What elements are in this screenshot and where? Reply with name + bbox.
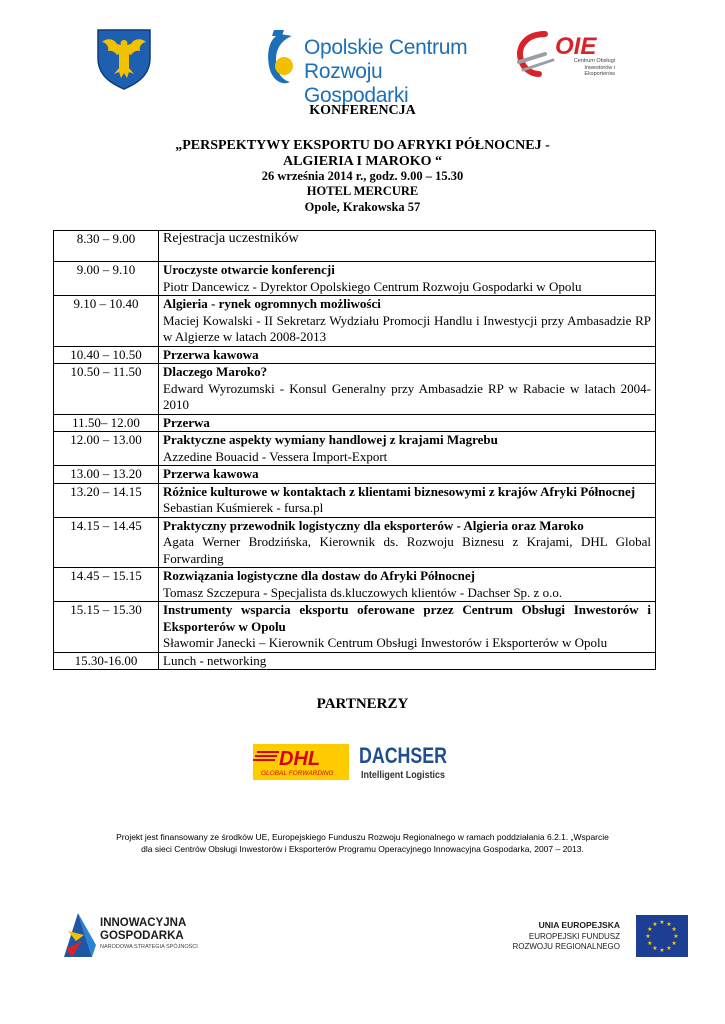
coie-sub-line2: Inwestorów i Eksporterów [584, 64, 615, 77]
conference-date: 26 września 2014 r., godz. 9.00 – 15.30 [261, 169, 464, 183]
funding-note-line1: Projekt jest finansowany ze środków UE, Europejskiego Funduszu Rozwoju Regionalnego w ramach poddziałania 6.2.1. „Wsparcie [116, 832, 609, 842]
agenda-time: 14.45 – 15.15 [54, 568, 159, 602]
agenda-item-speaker: Edward Wyrozumski - Konsul Generalny przy Ambasadzie RP w Rabacie w latach 2004-2010 [163, 380, 651, 412]
eu-star-icon: ★ [671, 940, 677, 947]
dachser-logo-subtext: Intelligent Logistics [361, 769, 446, 781]
ig-logo-line2: GOSPODARKA [100, 930, 184, 942]
funding-note-line2: dla sieci Centrów Obsługi Inwestorów i Eksporterów Programu Operacyjnego Innowacyjna Gospodarka, 2007 – 2013. [141, 844, 584, 854]
agenda-item-title: Różnice kulturowe w kontaktach z klientami biznesowymi z krajów Afryki Północnej [163, 483, 636, 499]
eu-star-icon: ★ [647, 940, 653, 947]
conference-title-line1: „PERSPEKTYWY EKSPORTU DO AFRYKI PÓŁNOCNEJ - [175, 138, 550, 153]
agenda-time: 13.00 – 13.20 [54, 466, 159, 484]
agenda-time: 14.15 – 14.45 [54, 517, 159, 568]
agenda-row [54, 466, 656, 484]
dachser-logo [359, 741, 449, 783]
eu-logo [508, 913, 690, 961]
agenda-item-text: Rejestracja uczestników [159, 231, 656, 262]
agenda-row [54, 414, 656, 432]
ig-logo-line1: INNOWACYJNA [100, 917, 187, 929]
ig-logo-line3: NARODOWA STRATEGIA SPÓJNOŚCI [100, 944, 198, 950]
agenda-row [54, 231, 656, 262]
agenda-item-speaker: Sebastian Kuśmierek - fursa.pl [163, 500, 324, 515]
ue-logo-line1: UNIA EUROPEJSKA [538, 920, 620, 930]
dhl-logo-text: DHL [279, 748, 321, 770]
conference-label: KONFERENCJA [309, 103, 416, 118]
agenda-item-title: Praktyczne aspekty wymiany handlowej z krajami Magrebu [163, 432, 498, 447]
agenda-time: 13.20 – 14.15 [54, 483, 159, 517]
agenda-item-title: Instrumenty wsparcia eksportu oferowane przez Centrum Obsługi Inwestorów i Eksporterów w Opolu [163, 602, 651, 634]
ue-logo-line3: ROZWOJU REGIONALNEGO [512, 942, 620, 951]
agenda-time: 15.30-16.00 [54, 652, 159, 670]
eu-star-icon: ★ [659, 919, 665, 926]
agenda-item-title: Praktyczny przewodnik logistyczny dla eksporterów - Algieria oraz Maroko [163, 517, 584, 533]
opolskie-centrum-logo [262, 30, 472, 107]
agenda-item-title: Przerwa [163, 414, 210, 430]
agenda-row [54, 602, 656, 653]
eu-star-icon: ★ [671, 926, 677, 933]
agenda-item-speaker: Azzedine Bouacid - Vessera Import-Export [163, 448, 388, 464]
agenda-row [54, 346, 656, 364]
opole-coat-of-arms-logo [96, 28, 152, 90]
conference-title-line2: ALGIERIA I MAROKO “ [282, 154, 443, 169]
agenda-item-title: Dlaczego Maroko? [163, 364, 268, 379]
eu-star-icon: ★ [666, 945, 672, 953]
agenda-time: 9.10 – 10.40 [54, 296, 159, 347]
agenda-item-text: Lunch - networking [159, 652, 656, 670]
conference-venue: HOTEL MERCURE [306, 184, 419, 198]
agenda-item-speaker: Tomasz Szczepura - Specjalista ds.kluczowych klientów - Dachser Sp. z o.o. [163, 584, 563, 600]
dhl-logo [253, 744, 349, 780]
eu-star-icon: ★ [647, 926, 653, 933]
coie-logo [515, 26, 620, 86]
agenda-row [54, 262, 656, 296]
agenda-item-title: Algieria - rynek ogromnych możliwości [163, 296, 381, 311]
eu-star-icon: ★ [652, 920, 658, 928]
agenda-item-title: Przerwa kawowa [163, 346, 259, 362]
agenda-item-title: Uroczyste otwarcie konferencji [163, 262, 335, 277]
ocrg-logo-line2: Rozwoju Gospodarki [304, 60, 409, 107]
dachser-logo-text: DACHSER [359, 743, 448, 768]
agenda-item-title: Rozwiązania logistyczne dla dostaw do Afryki Północnej [163, 568, 475, 583]
eu-star-icon: ★ [666, 920, 672, 928]
funding-note [40, 831, 685, 855]
eu-star-icon: ★ [645, 933, 651, 940]
coie-sub-line1: Centrum Obsługi [573, 58, 615, 64]
eu-star-icon: ★ [652, 945, 658, 953]
agenda-time: 11.50– 12.00 [54, 414, 159, 432]
agenda-item-speaker: Sławomir Janecki – Kierownik Centrum Obsługi Inwestorów i Eksporterów w Opolu [163, 635, 608, 650]
agenda-row [54, 483, 656, 517]
agenda-time: 12.00 – 13.00 [54, 432, 159, 466]
dhl-logo-subtext: GLOBAL FORWARDING [261, 770, 334, 777]
agenda-row [54, 364, 656, 415]
agenda-row [54, 296, 656, 347]
partners-title: PARTNERZY [316, 696, 409, 712]
agenda-time: 8.30 – 9.00 [54, 231, 159, 262]
agenda-row [54, 517, 656, 568]
eu-star-icon: ★ [659, 947, 665, 954]
agenda-row [54, 652, 656, 670]
agenda-row [54, 568, 656, 602]
agenda-time: 9.00 – 9.10 [54, 262, 159, 296]
conference-city: Opole, Krakowska 57 [304, 200, 421, 214]
agenda-item-speaker: Piotr Dancewicz - Dyrektor Opolskiego Centrum Rozwoju Gospodarki w Opolu [163, 278, 582, 294]
agenda-row [54, 432, 656, 466]
agenda-time: 10.50 – 11.50 [54, 364, 159, 415]
eu-star-icon: ★ [673, 933, 679, 940]
ue-logo-line2: EUROPEJSKI FUNDUSZ [528, 932, 620, 941]
agenda-time: 10.40 – 10.50 [54, 346, 159, 364]
agenda-time: 15.15 – 15.30 [54, 602, 159, 653]
ocrg-logo-line1: Opolskie Centrum [304, 36, 468, 59]
agenda-item-speaker: Agata Werner Brodzińska, Kierownik ds. Rozwoju Biznesu z Krajami, DHL Global Forwarding [163, 534, 651, 566]
coie-logo-text: OIE [555, 33, 597, 60]
agenda-item-speaker: Maciej Kowalski - II Sekretarz Wydziału Promocji Handlu i Inwestycji przy Ambasadzie RP w Algierze w latach 2008-2013 [163, 312, 651, 344]
agenda-table [53, 230, 656, 670]
agenda-item-title: Przerwa kawowa [163, 466, 259, 481]
innowacyjna-gospodarka-logo [62, 911, 202, 959]
